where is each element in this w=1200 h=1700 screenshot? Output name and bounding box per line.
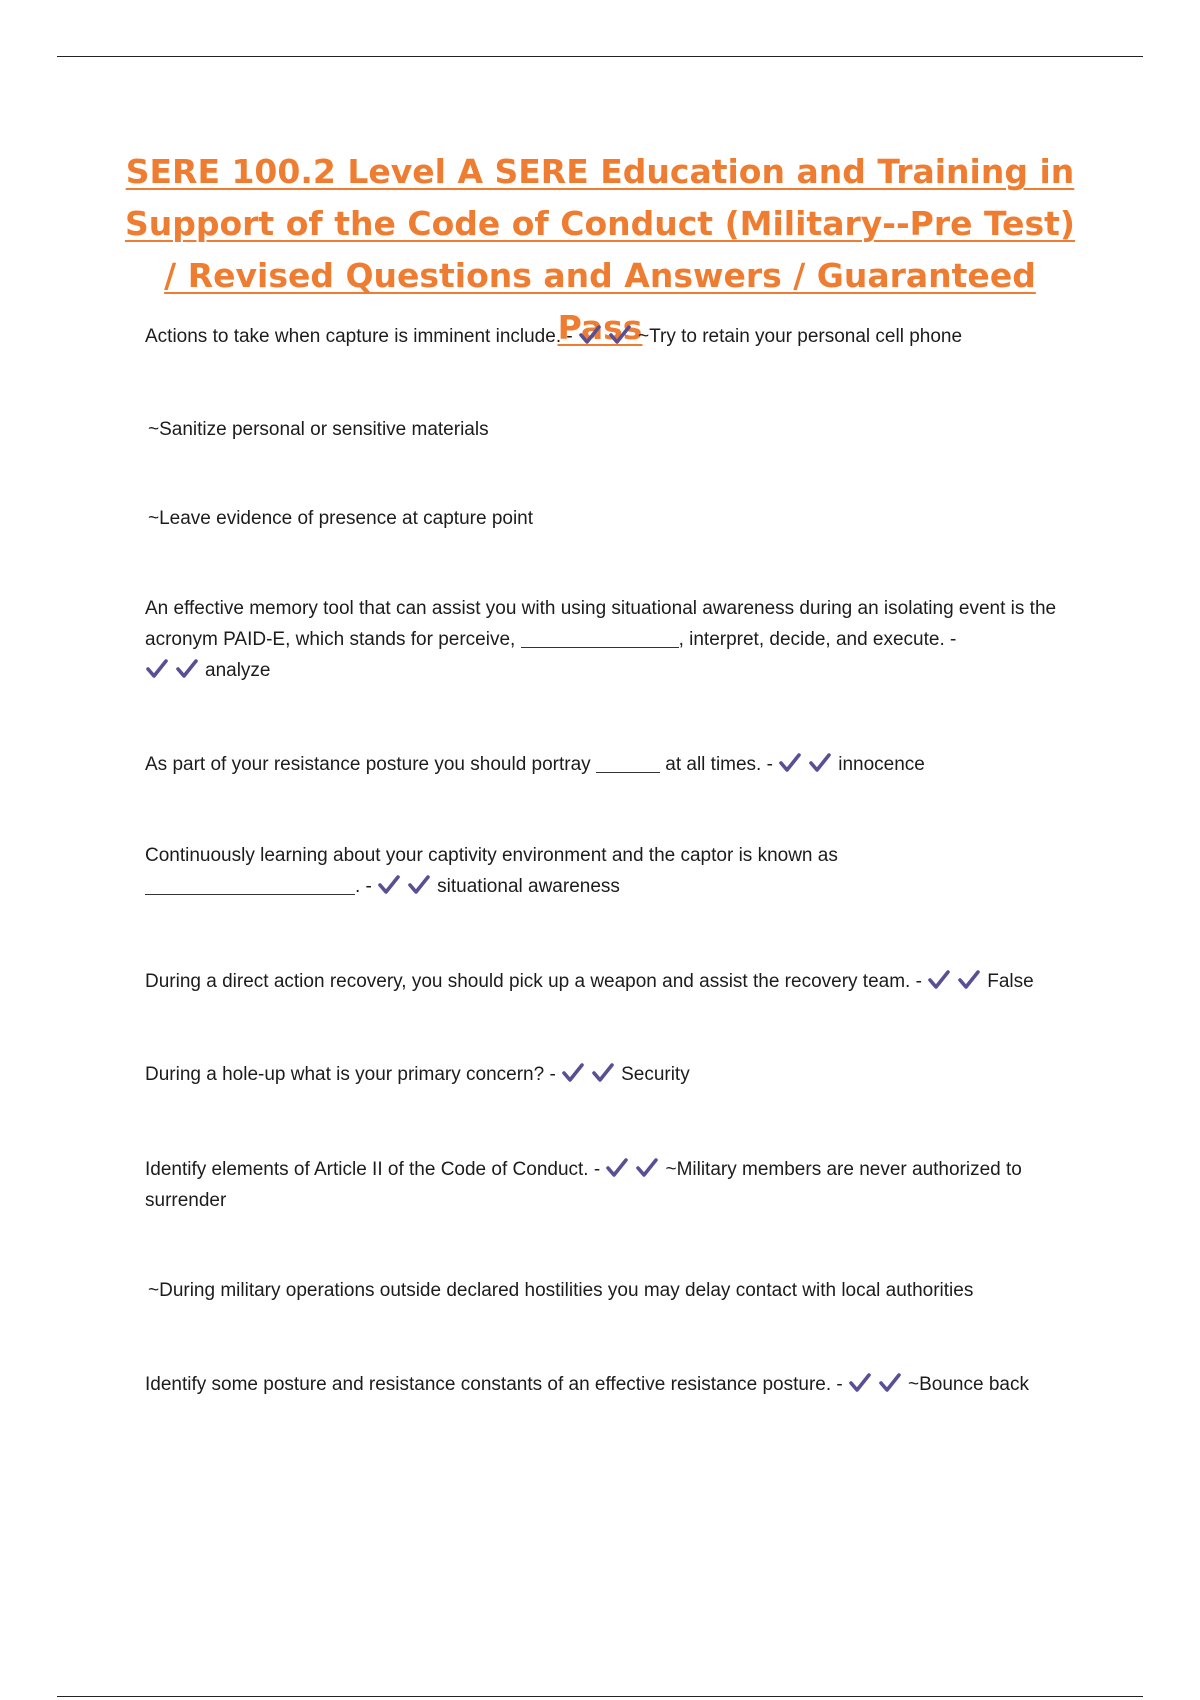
check-icon bbox=[957, 969, 983, 991]
qa-item-resistance-constants bbox=[145, 1369, 1090, 1400]
question-text: at all times. - bbox=[665, 754, 773, 775]
fill-blank bbox=[596, 754, 660, 773]
qa-item-paid-e bbox=[145, 593, 1090, 686]
fill-blank bbox=[145, 876, 355, 895]
answer-text: situational awareness bbox=[437, 876, 620, 897]
check-icon bbox=[778, 752, 804, 774]
answer-text: ~Try to retain your personal cell phone bbox=[638, 326, 963, 347]
qa-continuation bbox=[148, 414, 1093, 445]
question-text: During a hole-up what is your primary concern? - bbox=[145, 1064, 556, 1085]
qa-item-direct-action bbox=[145, 966, 1090, 997]
question-text: An effective memory tool that can assist you with using situational awareness during an isolating event is the acronym PAID-E, which stands for perceive, bbox=[145, 598, 1057, 650]
bottom-rule bbox=[57, 1696, 1143, 1697]
fill-blank bbox=[521, 629, 679, 648]
check-icon bbox=[578, 324, 604, 346]
qa-item-hole-up bbox=[145, 1059, 1090, 1090]
answer-text: ~Sanitize personal or sensitive materials bbox=[148, 419, 489, 440]
answer-text: Security bbox=[621, 1064, 690, 1085]
question-text: During a direct action recovery, you should pick up a weapon and assist the recovery team. - bbox=[145, 971, 922, 992]
check-icon bbox=[591, 1062, 617, 1084]
qa-continuation bbox=[148, 503, 1093, 534]
check-icon bbox=[608, 324, 634, 346]
question-text: Identify elements of Article II of the Code of Conduct. - bbox=[145, 1159, 601, 1180]
question-text: Identify some posture and resistance constants of an effective resistance posture. - bbox=[145, 1374, 843, 1395]
answer-text: innocence bbox=[838, 754, 925, 775]
answer-text: analyze bbox=[205, 660, 271, 681]
question-text: . - bbox=[355, 876, 372, 897]
answer-text: ~Military members are never authorized to surrender bbox=[145, 1159, 1022, 1211]
question-text: , interpret, decide, and execute. - bbox=[678, 629, 957, 650]
check-icon bbox=[605, 1157, 631, 1179]
question-text: Continuously learning about your captivity environment and the captor is known as bbox=[145, 845, 838, 866]
check-icon bbox=[878, 1372, 904, 1394]
check-icon bbox=[635, 1157, 661, 1179]
check-icon bbox=[377, 874, 403, 896]
check-icon bbox=[145, 658, 171, 680]
check-icon bbox=[407, 874, 433, 896]
question-text: As part of your resistance posture you should portray bbox=[145, 754, 591, 775]
check-icon bbox=[848, 1372, 874, 1394]
qa-item-situational bbox=[145, 840, 1090, 902]
qa-item-posture bbox=[145, 749, 1090, 780]
top-rule bbox=[57, 56, 1143, 57]
check-icon bbox=[561, 1062, 587, 1084]
answer-text: ~Leave evidence of presence at capture point bbox=[148, 508, 534, 529]
qa-continuation bbox=[148, 1275, 1093, 1306]
document-title: SERE 100.2 Level A SERE Education and Training in Support of the Code of Conduct (Military--Pre Test) / Revised Questions and Answers / Guaranteed Pass bbox=[124, 152, 1075, 347]
answer-text: ~Bounce back bbox=[908, 1374, 1029, 1395]
question-text: Actions to take when capture is imminent include. - bbox=[145, 326, 573, 347]
answer-text: False bbox=[987, 971, 1034, 992]
answer-text: ~During military operations outside declared hostilities you may delay contact with local authorities bbox=[148, 1280, 974, 1301]
qa-item-article-ii bbox=[145, 1154, 1090, 1216]
qa-item-1 bbox=[145, 321, 1090, 352]
check-icon bbox=[927, 969, 953, 991]
check-icon bbox=[808, 752, 834, 774]
check-icon bbox=[175, 658, 201, 680]
